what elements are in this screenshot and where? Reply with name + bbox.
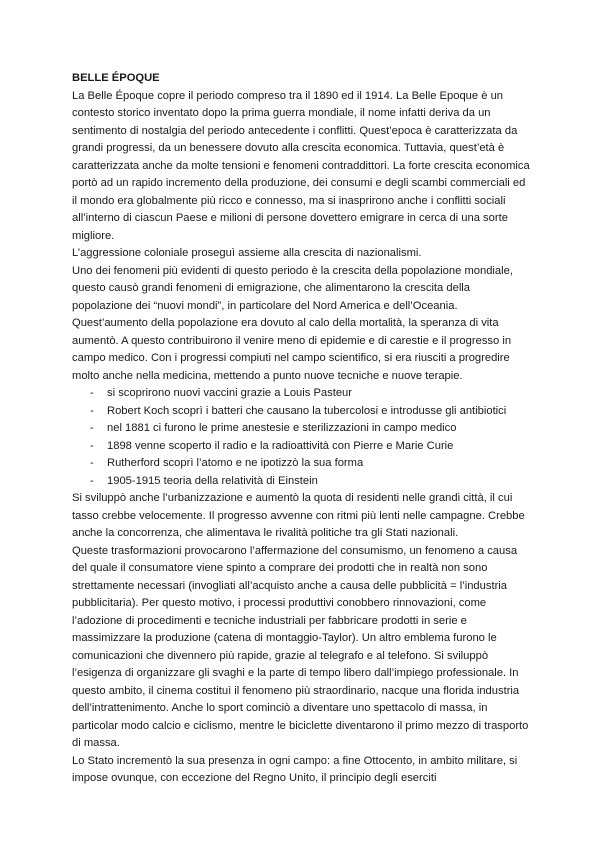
list-item <box>72 403 532 421</box>
list-item-text: si scoprirono nuovi vaccini grazie a Louis Pasteur <box>107 387 353 399</box>
list-item-text: 1905-1915 teoria della relatività di Einstein <box>107 474 318 487</box>
bullet-marker: - <box>90 439 94 452</box>
bullet-marker: - <box>90 387 94 399</box>
list-item <box>72 385 532 403</box>
document-page <box>72 70 532 788</box>
paragraph-consumerism: Queste trasformazioni provocarono l’affermazione del consumismo, un fenomeno a causa del quale il consumatore viene spinto a comprare dei prodotti che in realtà non sono strettamente necessari (invogliati all’acquisto anche a causa delle pubblicità = l’industria pubblicitaria). Per questo motivo, i processi produttivi conobbero rinnovazioni, come l’adozione di procedimenti e tecniche industriali per fabbricare prodotti in serie e massimizzare la produzione (catena di montaggio-Taylor). Un altro emblema furono le comunicazioni che divennero più rapide, grazie al telegrafo e al telefono. Si sviluppò l’esigenza di organizzare gli svaghi e la parte di tempo libero dall’impiego professionale. In questo ambito, il cinema costituì il fenomeno più straordinario, nacque una florida industria dell’intrattenimento. Anche lo sport cominciò a diventare uno spettacolo di massa, in particolar modo calcio e ciclismo, mentre le biciclette diventarono il primo mezzo di trasporto di massa. <box>72 544 529 749</box>
paragraph-state: Lo Stato incrementò la sua presenza in ogni campo: a fine Ottocento, in ambito militare, si impose ovunque, con eccezione del Regno Unito, il principio degli eserciti <box>72 754 518 784</box>
paragraph-colonial: L’aggressione coloniale proseguì assieme alla crescita di nazionalismi. <box>72 247 422 259</box>
list-item-text: Rutherford scoprì l’atomo e ne ipotizzò la sua forma <box>107 457 364 469</box>
bullet-marker: - <box>90 457 94 469</box>
discoveries-list <box>72 385 532 490</box>
bullet-marker: - <box>90 404 94 417</box>
paragraph-population: Uno dei fenomeni più evidenti di questo periodo è la crescita della popolazione mondiale, questo causò grandi fenomeni di emigrazione, che alimentarono la crescita della popolazione dei “nuovi mondi”, in particolare del Nord America e dell’Oceania. Quest’aumento della popolazione era dovuto al calo della mortalità, la speranza di vita aumentò. A questo contribuirono il venire meno di epidemie e di carestie e il progresso in campo medico. Con i progressi compiuti nel campo scientifico, si era riusciti a progredire molto anche nella medicina, mettendo a punto nuove tecniche e nuove terapie. <box>72 264 513 382</box>
list-item-text: Robert Koch scoprì i batteri che causano la tubercolosi e introdusse gli antibiotici <box>107 404 507 417</box>
paragraph-intro: La Belle Époque copre il periodo compreso tra il 1890 ed il 1914. La Belle Epoque è un contesto storico inventato dopo la prima guerra mondiale, il nome infatti deriva da un sentimento di nostalgia del periodo antecedente i conflitti. Quest’epoca è caratterizzata da grandi progressi, da un benessere dovuto alla crescita economica. Tuttavia, quest’età è caratterizzata anche da molte tensioni e fenomeni contraddittori. La forte crescita economica portò ad un rapido incremento della produzione, dei consumi e degli scambi commerciali ed il mondo era globalmente più ricco e connesso, ma si inasprirono anche i conflitti sociali all’interno di ciascun Paese e milioni di persone dovettero emigrare in cerca di una sorte migliore. <box>72 89 530 242</box>
paragraph-urbanization: Si sviluppò anche l’urbanizzazione e aumentò la quota di residenti nelle grandi città, il cui tasso crebbe velocemente. Il progresso avvenne con ritmi più lenti nelle campagne. Crebbe anche la concorrenza, che alimentava le rivalità politiche tra gli Stati nazionali. <box>72 492 525 539</box>
bullet-marker: - <box>90 474 94 487</box>
list-item-text: 1898 venne scoperto il radio e la radioattività con Pierre e Marie Curie <box>107 439 454 452</box>
list-item <box>72 455 532 473</box>
list-item <box>72 473 532 491</box>
list-item <box>72 438 532 456</box>
bullet-marker: - <box>90 422 94 434</box>
list-item-text: nel 1881 ci furono le prime anestesie e sterilizzazioni in campo medico <box>107 422 457 434</box>
list-item <box>72 420 532 438</box>
document-title: BELLE ÉPOQUE <box>72 72 160 84</box>
